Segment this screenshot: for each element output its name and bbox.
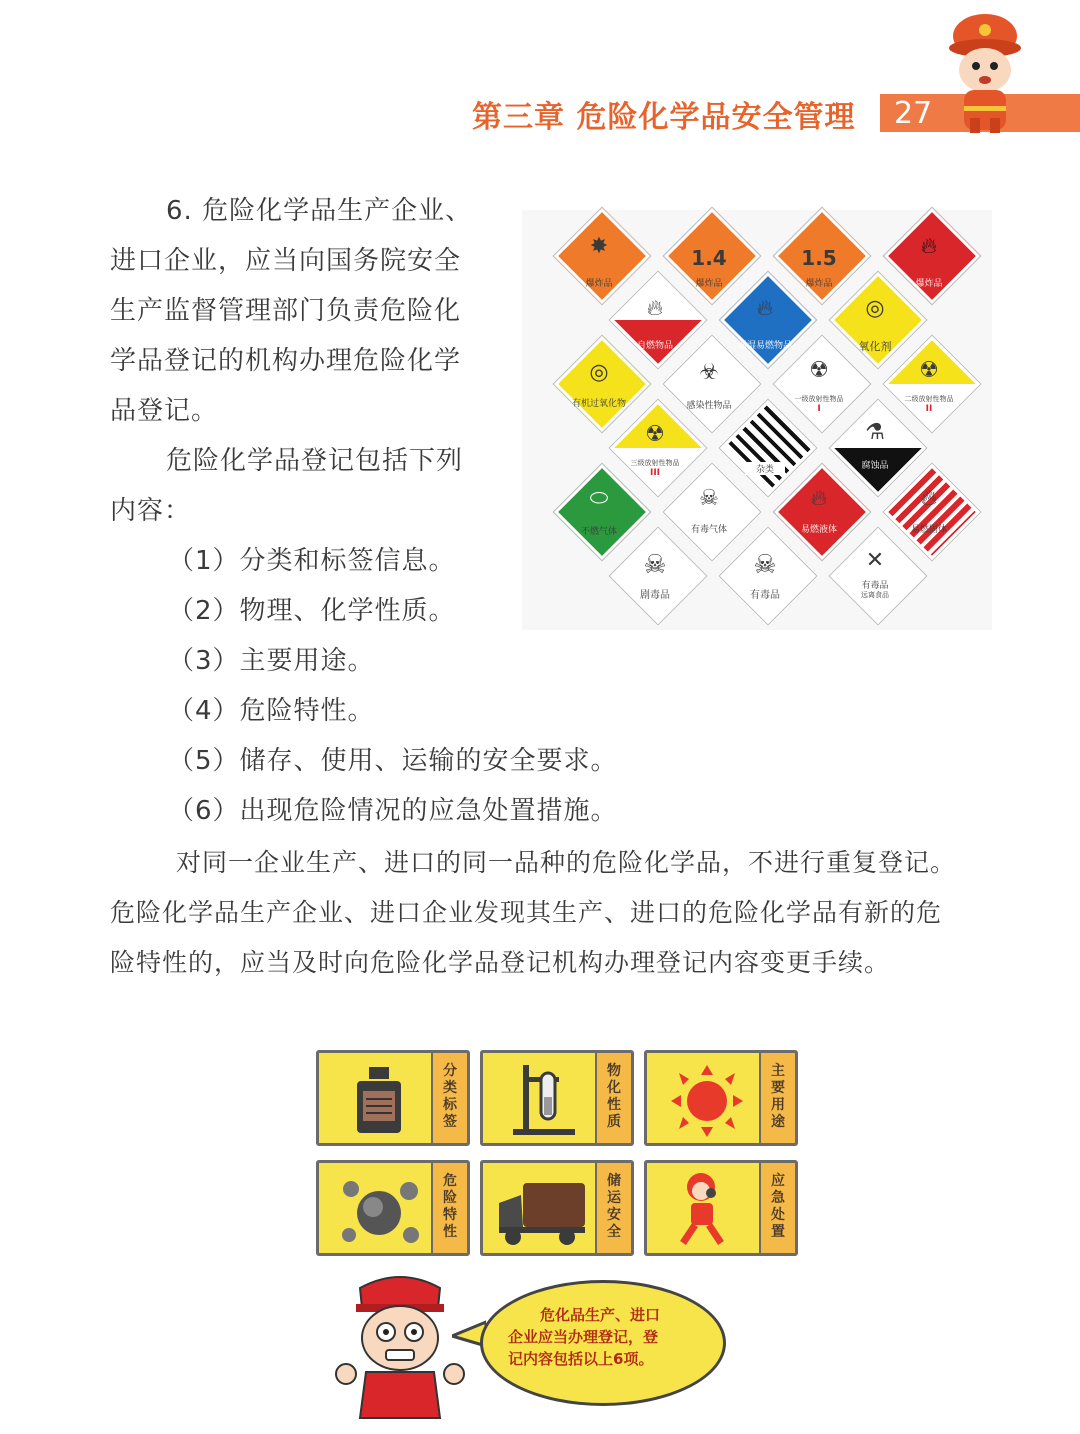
explosion-cloud-icon xyxy=(329,1169,429,1249)
hazard-label: 远离食品 xyxy=(861,591,889,599)
bubble-text: 危化品生产、进口 xyxy=(540,1306,661,1324)
radiation-icon: ☢ xyxy=(809,358,829,383)
hazard-label: 腐蚀品 xyxy=(861,461,889,471)
flame-icon: 🔥︎ xyxy=(920,486,938,511)
hazard-label: 三级放射性物品 xyxy=(630,459,680,467)
hazard-label: 易燃固体 xyxy=(910,525,947,535)
hazard-label: 感染性物品 xyxy=(686,401,732,411)
card-label: 分类标签 xyxy=(443,1063,457,1130)
radioactive-3-diamond xyxy=(610,400,706,496)
hazard-labels-panel xyxy=(522,210,992,630)
list-item: （5）储存、使用、运输的安全要求。 xyxy=(168,746,618,776)
card-label: 应急处置 xyxy=(771,1173,785,1240)
hazard-label: 爆炸品 xyxy=(585,279,613,289)
hazard-label: 爆炸品 xyxy=(695,279,723,289)
hazard-number: III xyxy=(649,468,661,478)
hazard-number: 1.5 xyxy=(801,246,837,270)
burst-circle-icon xyxy=(657,1059,757,1139)
hazard-number: I xyxy=(817,404,821,414)
bubble-text: 记内容包括以上6项。 xyxy=(508,1350,654,1368)
page-number: 27 xyxy=(894,96,933,131)
body-line: 品登记。 xyxy=(110,396,219,426)
explosion-icon: ✸ xyxy=(589,234,609,259)
skull-icon: ☠ xyxy=(753,550,777,580)
card-storage-transport xyxy=(480,1160,634,1256)
body-line: 学品登记的机构办理危险化学 xyxy=(110,346,462,376)
list-item: （1）分类和标签信息。 xyxy=(168,546,456,576)
paragraph-line: 对同一企业生产、进口的同一品种的危险化学品，不进行重复登记。 xyxy=(176,848,957,877)
corrosion-icon: ⚗ xyxy=(865,420,885,445)
test-tube-stand-icon xyxy=(493,1059,593,1139)
firefighter-mascot-top xyxy=(940,8,1030,133)
hazard-label: 杂类 xyxy=(745,462,785,475)
truck-icon xyxy=(493,1169,593,1249)
card-hazard-properties xyxy=(316,1160,470,1256)
hazard-label: 有毒品 xyxy=(750,590,780,601)
body-line: 进口企业，应当向国务院安全 xyxy=(110,246,462,276)
hazard-number: 1.4 xyxy=(691,246,727,270)
body-line: 危险化学品登记包括下列 xyxy=(166,446,464,476)
radiation-icon: ☢ xyxy=(645,422,665,447)
flammable-liquid-diamond xyxy=(774,464,870,560)
corrosive-diamond xyxy=(830,400,926,496)
skull-icon: ☠ xyxy=(699,486,719,511)
hazard-label: 一级放射性物品 xyxy=(794,395,844,403)
hazard-number: II xyxy=(925,404,933,414)
card-label: 主要用途 xyxy=(771,1063,785,1130)
reagent-bottle-icon xyxy=(329,1059,429,1139)
flame-icon: 🔥︎ xyxy=(646,296,664,321)
hazard-label: 自燃物品 xyxy=(636,341,673,351)
card-label: 物化性质 xyxy=(607,1063,621,1130)
list-item: （6）出现危险情况的应急处置措施。 xyxy=(168,796,618,826)
flammable-solid-diamond xyxy=(884,464,980,560)
nonflammable-gas-diamond xyxy=(554,464,650,560)
hazard-label: 氧化剂 xyxy=(858,340,892,353)
hazard-label: 爆炸品 xyxy=(915,279,943,289)
list-item: （2）物理、化学性质。 xyxy=(168,596,456,626)
hazard-label: 剧毒品 xyxy=(640,590,670,601)
chapter-title: 第三章 危险化学品安全管理 xyxy=(472,100,856,135)
toxic-gas-diamond xyxy=(664,464,760,560)
list-item: （4）危险特性。 xyxy=(168,696,375,726)
hazard-label: 二级放射性物品 xyxy=(904,395,954,403)
toxic-food-diamond xyxy=(830,528,926,624)
flame-icon: 🔥︎ xyxy=(756,296,774,321)
biohazard-icon: ☣ xyxy=(699,360,719,385)
hazard-label: 易燃液体 xyxy=(800,525,837,535)
hazard-label: 爆炸品 xyxy=(805,279,833,289)
card-label: 危险特性 xyxy=(443,1173,457,1240)
hazard-label: 遇湿易燃物品 xyxy=(737,341,792,351)
wheat-crossed-icon: ✕ xyxy=(865,548,885,573)
paragraph-line: 危险化学品生产企业、进口企业发现其生产、进口的危险化学品有新的危 xyxy=(110,898,943,927)
list-item: （3）主要用途。 xyxy=(168,646,375,676)
card-main-use xyxy=(644,1050,798,1146)
misc-diamond xyxy=(720,400,816,496)
flame-icon: 🔥︎ xyxy=(810,486,828,511)
firefighter-running-icon xyxy=(657,1169,757,1249)
bubble-text: 企业应当办理登记，登 xyxy=(508,1328,659,1346)
hazard-label: 有毒品 xyxy=(861,581,889,591)
flame-over-circle-icon: ◎ xyxy=(865,296,885,321)
card-physical-chemical xyxy=(480,1050,634,1146)
body-line: 生产监督管理部门负责危险化 xyxy=(110,296,462,326)
card-label: 储运安全 xyxy=(607,1173,621,1240)
hazard-label: 有毒气体 xyxy=(690,525,727,535)
paragraph-line: 险特性的，应当及时向危险化学品登记机构办理登记内容变更手续。 xyxy=(110,948,891,977)
radiation-icon: ☢ xyxy=(919,358,939,383)
card-emergency-response xyxy=(644,1160,798,1256)
body-line: 6. 危险化学品生产企业、 xyxy=(166,196,473,226)
card-classification-label xyxy=(316,1050,470,1146)
flame-over-circle-icon: ◎ xyxy=(589,360,609,385)
hazard-label: 不燃气体 xyxy=(580,527,617,537)
body-line: 内容： xyxy=(110,496,192,526)
gas-cylinder-icon: ⬭ xyxy=(589,486,609,511)
flame-icon: 🔥︎ xyxy=(920,234,938,259)
hazard-label: 有机过氧化物 xyxy=(571,399,626,409)
skull-icon: ☠ xyxy=(643,550,667,580)
